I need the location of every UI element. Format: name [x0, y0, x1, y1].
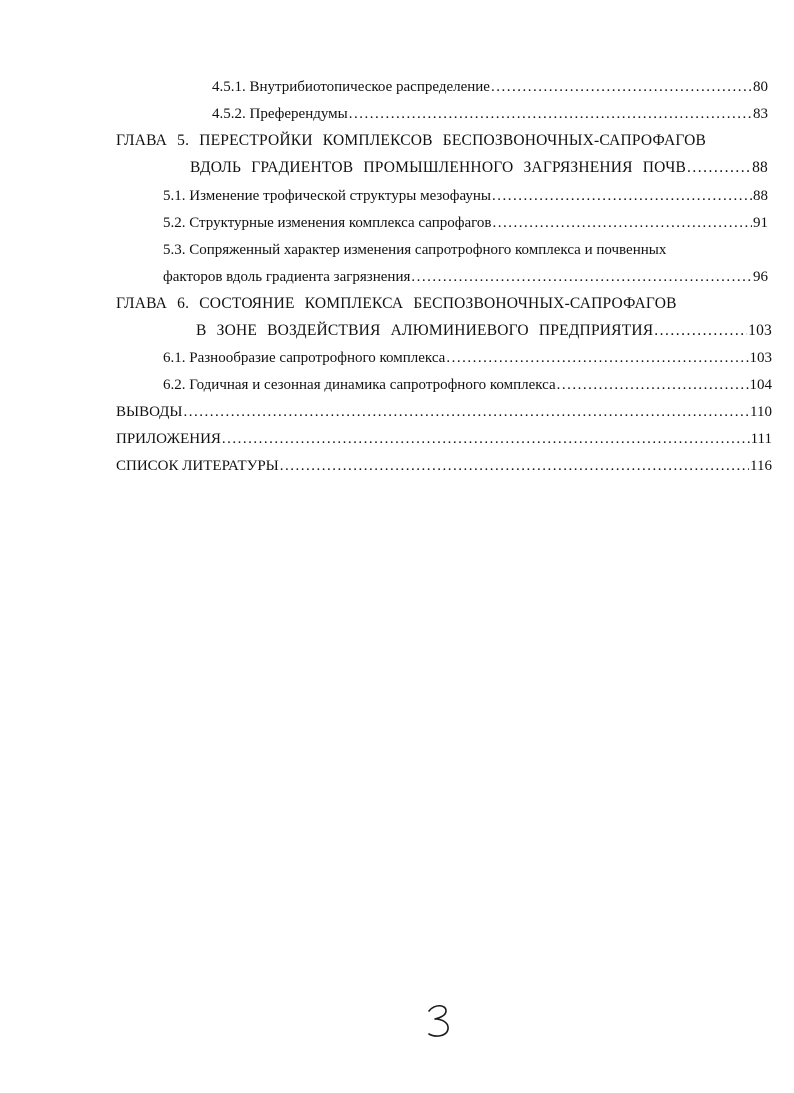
toc-leader-dots: [411, 268, 752, 286]
toc-entry-appendices: [116, 430, 772, 448]
toc-entry-page: 104: [749, 377, 772, 393]
toc-entry-page: 103: [749, 350, 772, 366]
toc-chapter-5-title-line1: ГЛАВА 5. ПЕРЕСТРОЙКИ КОМПЛЕКСОВ БЕСПОЗВОНОЧНЫХ-САПРОФАГОВ: [116, 132, 707, 149]
toc-entry-label: 5.1. Изменение трофической структуры мезофауны: [163, 188, 491, 204]
toc-leader-dots: [491, 78, 752, 96]
toc-entry-label: 4.5.2. Преферендумы: [212, 106, 348, 122]
toc-entry-label: 5.2. Структурные изменения комплекса сапрофагов: [163, 215, 492, 231]
toc-chapter-5: [190, 159, 768, 177]
toc-leader-dots: [446, 349, 748, 367]
toc-leader-dots: [654, 322, 747, 340]
toc-entry-label: ПРИЛОЖЕНИЯ: [116, 431, 221, 447]
toc-entry-conclusions: [116, 403, 772, 421]
toc-entry-page: 83: [753, 106, 768, 122]
toc-entry-5-3: [163, 268, 768, 286]
toc-leader-dots: [492, 187, 752, 205]
toc-entry-label: СПИСОК ЛИТЕРАТУРЫ: [116, 458, 279, 474]
toc-chapter-6-title-line2: В ЗОНЕ ВОЗДЕЙСТВИЯ АЛЮМИНИЕВОГО ПРЕДПРИЯТИЯ: [196, 322, 654, 339]
handwritten-page-number-glyph: [424, 1003, 454, 1039]
toc-entry-page: 96: [753, 269, 768, 285]
toc-entry-page: 88: [752, 159, 768, 176]
toc-entry-page: 88: [753, 188, 768, 204]
toc-entry-label: факторов вдоль градиента загрязнения: [163, 269, 411, 285]
toc-entry-page: 116: [750, 458, 772, 474]
toc-entry-6-2: [163, 376, 772, 394]
toc-entry-5-2: [163, 214, 768, 232]
toc-entry-page: 80: [753, 79, 768, 95]
toc-entry-page: 111: [750, 431, 772, 447]
toc-entry-6-1: [163, 349, 772, 367]
toc-entry-label: 6.2. Годичная и сезонная динамика сапротрофного комплекса: [163, 377, 556, 393]
toc-leader-dots: [557, 376, 749, 394]
toc-entry-label: 4.5.1. Внутрибиотопическое распределение: [212, 79, 490, 95]
toc-entry-label: ВЫВОДЫ: [116, 404, 183, 420]
toc-entry-5-3-line1: 5.3. Сопряженный характер изменения сапротрофного комплекса и почвенных: [163, 242, 667, 258]
handwritten-page-number: [424, 1003, 454, 1039]
toc-leader-dots: [184, 403, 750, 421]
toc-leader-dots: [222, 430, 750, 448]
toc-entry-label: 6.1. Разнообразие сапротрофного комплекса: [163, 350, 446, 366]
toc-entry-page: 110: [750, 404, 772, 420]
toc-chapter-6: [196, 322, 772, 340]
toc-entry-4-5-2: [212, 105, 768, 123]
toc-entry-references: [116, 457, 772, 475]
toc-entry-page: 91: [753, 215, 768, 231]
toc-leader-dots: [687, 159, 751, 177]
toc-chapter-6-title-line1: ГЛАВА 6. СОСТОЯНИЕ КОМПЛЕКСА БЕСПОЗВОНОЧНЫХ-САПРОФАГОВ: [116, 295, 677, 312]
toc-entry-4-5-1: [212, 78, 768, 96]
toc-chapter-5-title-line2: ВДОЛЬ ГРАДИЕНТОВ ПРОМЫШЛЕННОГО ЗАГРЯЗНЕНИЯ ПОЧВ: [190, 159, 687, 176]
toc-leader-dots: [349, 105, 752, 123]
toc-entry-page: 103: [748, 322, 772, 339]
toc-entry-5-1: [163, 187, 768, 205]
toc-leader-dots: [492, 214, 752, 232]
toc-leader-dots: [280, 457, 749, 475]
